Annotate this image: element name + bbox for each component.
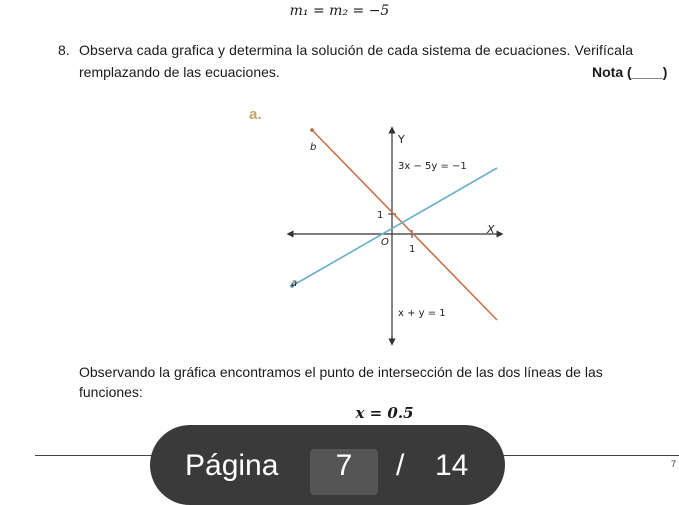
solution-x: x = 0.5 <box>355 404 414 422</box>
line-b-label: b <box>310 142 317 153</box>
footer-page-number: 7 <box>671 459 677 469</box>
line-a-label: a <box>291 278 298 289</box>
total-pages: 14 <box>435 449 469 482</box>
line-a <box>292 168 497 286</box>
y-tick-label: 1 <box>377 210 384 221</box>
question-number: 8. <box>58 42 70 58</box>
observation-text-line1: Observando la gráfica encontramos el punto de intersección de las dos líneas de las <box>79 364 603 380</box>
part-label: a. <box>249 106 262 123</box>
line-b <box>312 130 497 320</box>
line-a-equation: 3x − 5y = −1 <box>398 161 467 172</box>
line-b-equation: x + y = 1 <box>398 308 446 319</box>
x-tick-label: 1 <box>409 244 416 255</box>
question-text-line2: remplazando de las ecuaciones. <box>79 64 280 80</box>
observation-text-line2: funciones: <box>79 384 143 400</box>
top-equation: m₁ = m₂ = −5 <box>289 3 390 19</box>
current-page-field[interactable]: 7 <box>310 449 378 495</box>
line-b-end-dot <box>310 128 314 132</box>
page-indicator[interactable] <box>150 425 505 505</box>
grade-label: Nota (____) <box>592 64 668 80</box>
question-text-line1: Observa cada grafica y determina la solución de cada sistema de ecuaciones. Verifícala <box>79 42 634 58</box>
page-separator: / <box>396 449 405 482</box>
origin-label: O <box>381 237 389 248</box>
y-axis-label: Y <box>398 133 405 146</box>
x-axis-label: X <box>487 223 495 236</box>
page-indicator-label: Página <box>185 449 279 482</box>
